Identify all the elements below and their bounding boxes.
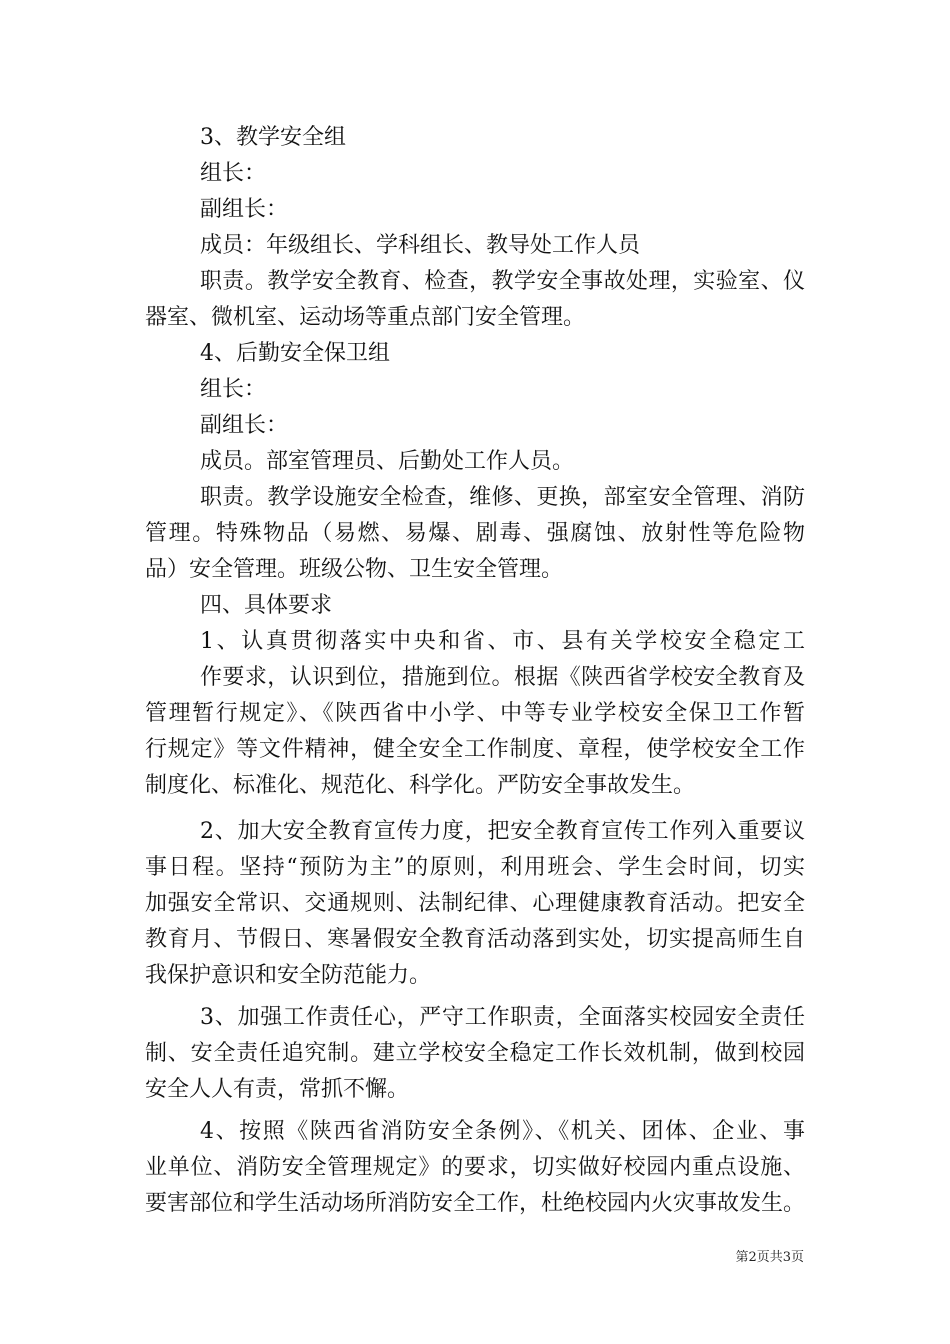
- page-number: 第2页共3页: [735, 1250, 804, 1265]
- heading-specific-requirements: 四、具体要求: [200, 593, 333, 618]
- text-line: 副组长：: [200, 413, 289, 438]
- text-line: 4、按照《陕西省消防安全条例》、《机关、团体、企业、事: [200, 1119, 805, 1144]
- text-line: 1、认真贯彻落实中央和省、市、县有关学校安全稳定工: [200, 629, 805, 654]
- text-line: 职责。教学设施安全检查，维修、更换，部室安全管理、消防: [200, 485, 805, 510]
- text-line: 行规定》等文件精神，健全安全工作制度、章程，使学校安全工作: [145, 737, 805, 762]
- text-line: 事日程。坚持“预防为主”的原则，利用班会、学生会时间，切实: [145, 855, 805, 880]
- text-line: 制度化、标准化、规范化、科学化。严防安全事故发生。: [145, 773, 696, 798]
- text-line: 组长：: [200, 161, 267, 186]
- text-line: 副组长：: [200, 197, 289, 222]
- heading-teaching-safety-group: 3、教学安全组: [200, 125, 346, 150]
- text-line: 教育月、节假日、寒暑假安全教育活动落到实处，切实提高师生自: [145, 927, 805, 952]
- text-line: 管理暂行规定》、《陕西省中小学、中等专业学校安全保卫工作暂: [145, 701, 805, 726]
- text-line: 成员。部室管理员、后勤处工作人员。: [200, 449, 575, 474]
- heading-logistics-security-group: 4、后勤安全保卫组: [200, 341, 390, 366]
- text-line: 加强安全常识、交通规则、法制纪律、心理健康教育活动。把安全: [145, 891, 805, 916]
- text-line: 安全人人有责，常抓不懈。: [145, 1077, 410, 1102]
- text-line: 2、加大安全教育宣传力度，把安全教育宣传工作列入重要议: [200, 819, 805, 844]
- text-line: 3、加强工作责任心，严守工作职责，全面落实校园安全责任: [200, 1005, 805, 1030]
- text-line: 制、安全责任追究制。建立学校安全稳定工作长效机制，做到校园: [145, 1041, 805, 1066]
- text-line: 组长：: [200, 377, 267, 402]
- text-line: 作要求，认识到位，措施到位。根据《陕西省学校安全教育及: [200, 665, 805, 690]
- text-line: 我保护意识和安全防范能力。: [145, 963, 432, 988]
- text-line: 管理。特殊物品（易燃、易爆、剧毒、强腐蚀、放射性等危险物: [145, 521, 805, 546]
- text-line: 职责。教学安全教育、检查，教学安全事故处理，实验室、仪: [200, 269, 805, 294]
- text-line: 器室、微机室、运动场等重点部门安全管理。: [145, 305, 586, 330]
- text-line: 品）安全管理。班级公物、卫生安全管理。: [145, 557, 564, 582]
- text-line: 业单位、消防安全管理规定》的要求，切实做好校园内重点设施、: [145, 1155, 805, 1180]
- text-line: 成员：年级组长、学科组长、教导处工作人员: [200, 233, 641, 258]
- text-line: 要害部位和学生活动场所消防安全工作，杜绝校园内火灾事故发生。: [145, 1191, 806, 1216]
